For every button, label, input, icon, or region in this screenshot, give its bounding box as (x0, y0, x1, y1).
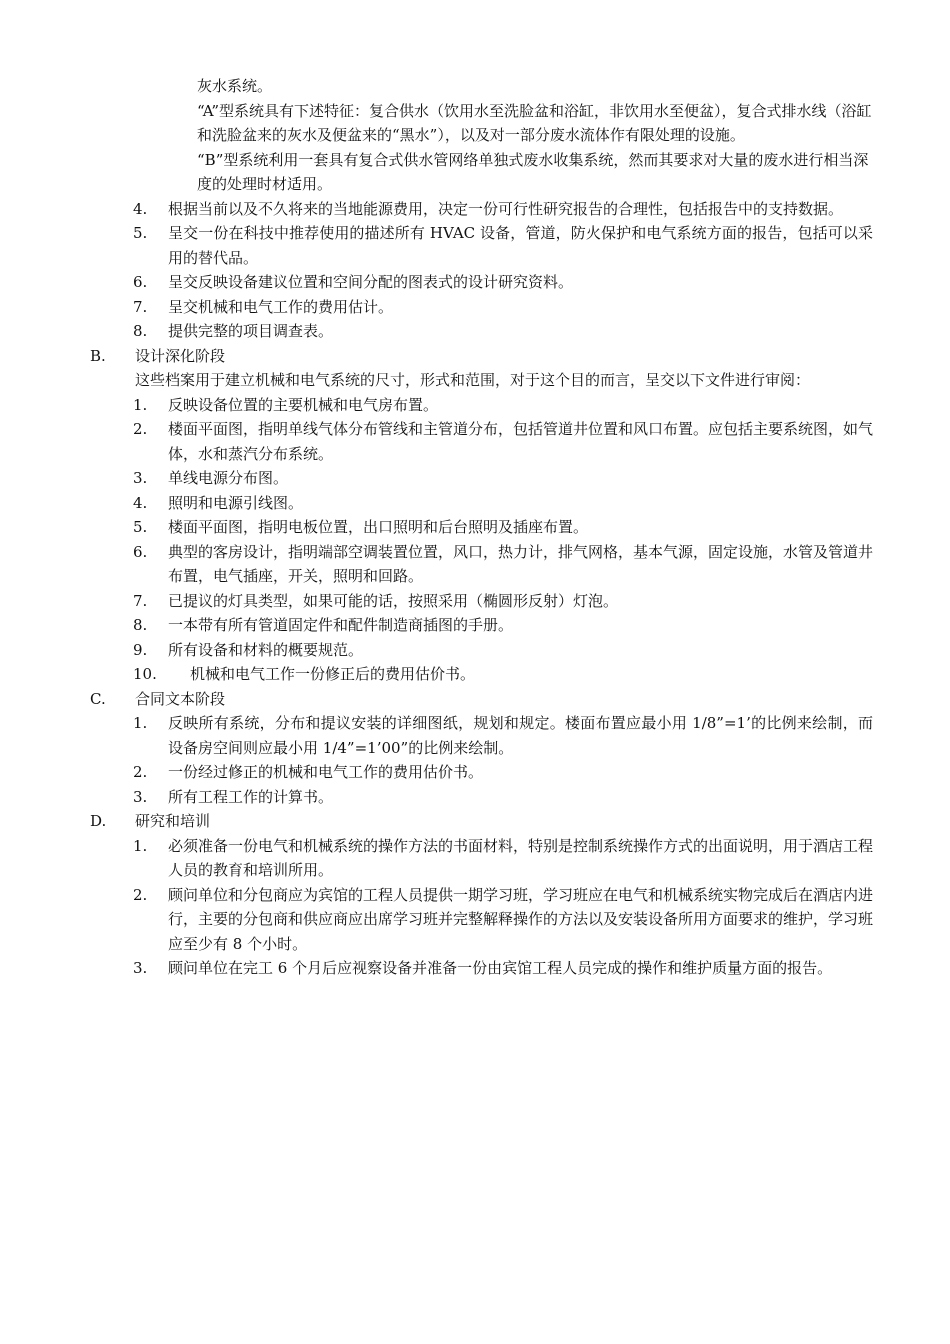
list-item: 1. 反映所有系统，分布和提议安装的详细图纸，规划和规定。楼面布置应最小用 1/8”=1’的比例来绘制，而设备房空间则应最小用 1/4”=1’00”的比例来绘制。 (133, 714, 873, 757)
list-item: 3. 所有工程工作的计算书。 (133, 787, 334, 806)
list-c (0, 711, 950, 809)
list-a (0, 197, 950, 344)
list-item: 3. 单线电源分布图。 (133, 469, 289, 487)
list-item: 1. 必须准备一份电气和机械系统的操作方法的书面材料，特别是控制系统操作方式的出面说明，用于酒店工程人员的教育和培训所用。 (133, 836, 874, 879)
list-item: 4. 根据当前以及不久将来的当地能源费用，决定一份可行性研究报告的合理性，包括报告中的支持数据。 (133, 199, 844, 218)
list-item: 6. 典型的客房设计，指明端部空调装置位置，风口，热力计，排气网格，基本气源，固定设施，水管及管道井布置，电气插座，开关，照明和回路。 (133, 542, 874, 585)
intro-line: 灰水系统。 (197, 77, 273, 95)
list-item: 8. 一本带有所有管道固定件和配件制造商插图的手册。 (133, 616, 514, 634)
section-b-intro: 这些档案用于建立机械和电气系统的尺寸，形式和范围，对于这个目的而言，呈交以下文件进行审阅： (135, 371, 811, 389)
section-heading-d: D. 研究和培训 (90, 812, 211, 830)
list-item: 10. 机械和电气工作一份修正后的费用估价书。 (133, 665, 476, 683)
list-item: 5. 楼面平面图，指明电板位置，出口照明和后台照明及插座布置。 (133, 518, 589, 536)
list-item: 3. 顾问单位在完工 6 个月后应视察设备并准备一份由宾馆工程人员完成的操作和维护质量方面的报告。 (133, 959, 833, 977)
list-item: 9. 所有设备和材料的概要规范。 (133, 640, 364, 659)
list-item: 6. 呈交反映设备建议位置和空间分配的图表式的设计研究资料。 (133, 273, 574, 291)
list-item: 5. 呈交一份在科技中推荐使用的描述所有 HVAC 设备，管道，防火保护和电气系统方面的报告，包括可以采用的替代品。 (133, 224, 873, 267)
section-heading-b: B. 设计深化阶段 (90, 346, 226, 365)
list-item: 7. 呈交机械和电气工作的费用估计。 (133, 297, 394, 316)
list-item: 2. 一份经过修正的机械和电气工作的费用估价书。 (133, 763, 484, 781)
list-d (0, 834, 950, 981)
section-heading-c: C. 合同文本阶段 (90, 689, 226, 708)
type-b-paragraph: “B”型系统利用一套具有复合式供水管网络单独式废水收集系统，然而其要求对大量的废水进行相当深度的处理时材适用。 (197, 150, 869, 193)
list-item: 8. 提供完整的项目调查表。 (133, 322, 334, 340)
type-a-paragraph: “A”型系统具有下述特征：复合供水（饮用水至洗脸盆和浴缸，非饮用水至便盆），复合式排水线（浴缸和洗脸盆来的灰水及便盆来的“黑水”），以及对一部分废水流体作有限处理的设施。 (197, 101, 872, 144)
list-b (0, 393, 950, 687)
list-item: 1. 反映设备位置的主要机械和电气房布置。 (133, 395, 439, 414)
list-item: 7. 已提议的灯具类型，如果可能的话，按照采用（椭圆形反射）灯泡。 (133, 591, 619, 610)
list-item: 2. 顾问单位和分包商应为宾馆的工程人员提供一期学习班，学习班应在电气和机械系统实物完成后在酒店内进行，主要的分包商和供应商应出席学习班并完整解释操作的方法以及安装设备所用方面要求的维护，学习班应至少有 8 个小时。 (133, 885, 874, 953)
list-item: 4. 照明和电源引线图。 (133, 493, 304, 512)
document-page (0, 74, 950, 981)
list-item: 2. 楼面平面图，指明单线气体分布管线和主管道分布，包括管道井位置和风口布置。应包括主要系统图，如气体，水和蒸汽分布系统。 (133, 420, 874, 463)
